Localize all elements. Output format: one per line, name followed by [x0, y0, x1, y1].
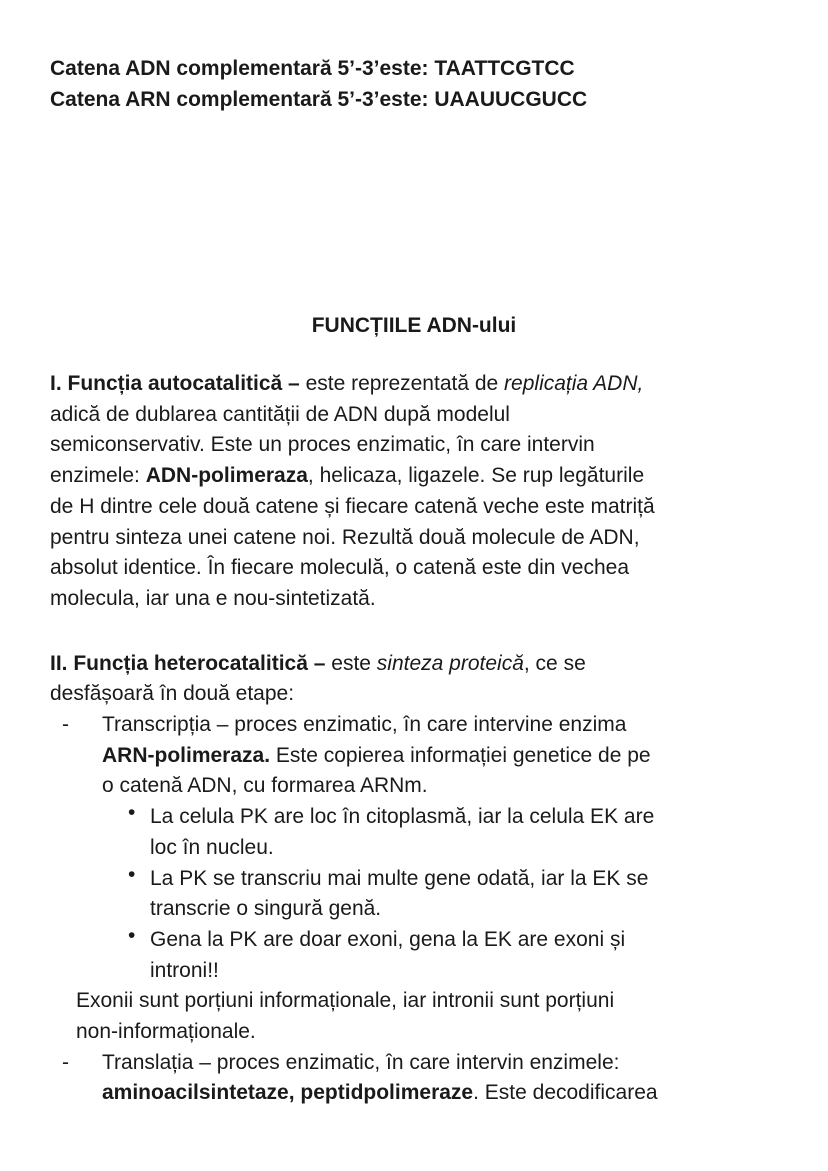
text-segment: Gena la PK are doar exoni, gena la EK are exoni și [150, 927, 626, 951]
text-segment: La PK se transcriu mai multe gene odată, iar la EK se [150, 866, 649, 890]
text-line [150, 865, 648, 893]
text-segment: pentru sinteza unei catene noi. Rezultă două molecule de ADN, [50, 525, 640, 549]
text-segment: enzimele: [50, 464, 146, 488]
text-line [102, 1049, 619, 1077]
text-line [50, 401, 510, 429]
text-segment: este reprezentată de [305, 372, 505, 395]
text-line [150, 926, 625, 954]
bold-text: aminoacilsintetaze, peptidpolimeraze [102, 1081, 474, 1105]
text-line [150, 834, 274, 862]
complementary-rna-strand: Catena ARN complementară 5’-3’este: UAAUUCGUCC [50, 88, 588, 111]
text-segment: . Este decodificarea [473, 1081, 658, 1105]
text-line [50, 650, 586, 678]
text-line [50, 370, 643, 398]
text-line [102, 772, 428, 800]
text-line [50, 462, 644, 490]
italic-text: replicația ADN, [504, 372, 644, 395]
text-line [150, 895, 381, 923]
complementary-dna-strand: Catena ADN complementară 5’-3’este: TAATTCGTCC [50, 57, 575, 80]
dash-marker: - [62, 1050, 69, 1074]
bold-text: ARN-polimeraza. [102, 743, 271, 767]
text-line [50, 554, 629, 582]
text-segment: semiconservativ. Este un proces enzimatic, în care intervin [50, 433, 595, 457]
text-segment: , ce se [523, 651, 586, 675]
text-line [50, 680, 294, 708]
text-segment: este [331, 651, 377, 675]
text-line [102, 1079, 658, 1107]
text-segment: La celula PK are loc în citoplasmă, iar la celula EK are [150, 805, 655, 829]
bullet-icon: • [128, 801, 136, 825]
text-segment: , helicaza, ligazele. Se rup legăturile [307, 464, 645, 488]
bullet-icon: • [128, 862, 136, 886]
text-segment: Este copierea informației genetice de pe [270, 743, 651, 767]
bold-text: II. Funcția heterocatalitică – [50, 651, 332, 675]
text-segment: non-informaționale. [76, 1020, 256, 1043]
text-segment: Exonii sunt porțiuni informaționale, iar intronii sunt porțiuni [76, 989, 615, 1013]
text-line [102, 711, 626, 739]
text-line [50, 431, 595, 459]
text-segment: de H dintre cele două catene și fiecare catenă veche este matriță [50, 494, 655, 518]
bold-text: I. Funcția autocatalitică – [50, 372, 306, 395]
text-segment: transcrie o singură genă. [150, 897, 382, 921]
italic-text: sinteza proteică [376, 651, 524, 675]
text-segment: o catenă ADN, cu formarea ARNm. [102, 774, 428, 798]
text-segment: proces enzimatic, în care intervin enzimele: [216, 1050, 620, 1074]
text-segment: Translația – [102, 1050, 217, 1074]
text-line [76, 987, 614, 1015]
text-line [102, 742, 651, 770]
text-line [50, 493, 655, 521]
bold-text: ADN-polimeraza [145, 464, 308, 488]
section-title: FUNCȚIILE ADN-ului [311, 314, 517, 337]
text-segment: molecula, iar una e nou-sintetizată. [50, 586, 376, 610]
dash-marker: - [62, 713, 69, 736]
text-segment: absolut identice. În fiecare moleculă, o catenă este din vechea [50, 556, 630, 580]
text-line [150, 803, 654, 831]
text-segment: desfășoară în două etape: [50, 682, 295, 706]
text-segment: adică de dublarea cantității de ADN după modelul [50, 402, 510, 426]
text-segment: Transcripția – [102, 713, 235, 736]
text-line [76, 1018, 256, 1046]
text-segment: loc în nucleu. [150, 835, 274, 859]
text-segment: proces enzimatic, în care intervine enzima [234, 713, 627, 736]
text-line [50, 524, 640, 552]
text-line [50, 585, 376, 613]
bullet-icon: • [128, 923, 136, 947]
text-segment: introni!! [150, 958, 219, 982]
text-line [150, 957, 219, 985]
